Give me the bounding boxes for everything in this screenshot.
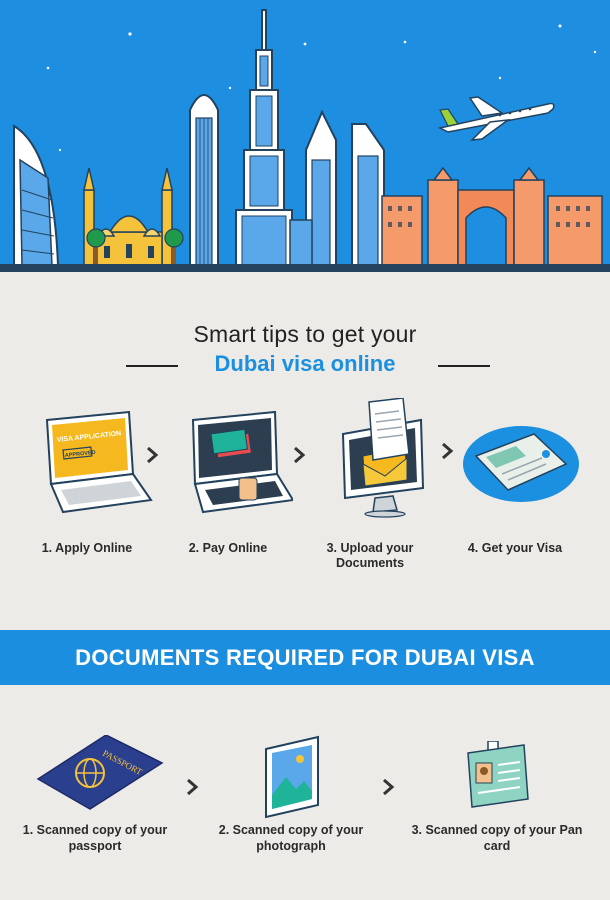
- step-get-visa: [446, 412, 596, 512]
- airplane-icon: [440, 97, 554, 140]
- step-upload-documents: [302, 398, 452, 518]
- step-pay-online: [158, 408, 308, 518]
- step-label-upload-documents: 3. Upload your Documents: [326, 541, 414, 570]
- step-label-pay-online: 2. Pay Online: [188, 541, 268, 555]
- documents-heading: DOCUMENTS REQUIRED FOR DUBAI VISA: [75, 645, 535, 670]
- step-label-get-visa: 4. Get your Visa: [467, 541, 563, 555]
- laptop-visa-application-icon: [33, 408, 153, 518]
- chevron-right-icon: [185, 778, 199, 796]
- title-divider-right: [438, 365, 490, 367]
- doc-label-passport: 1. Scanned copy of your passport: [22, 823, 168, 853]
- photograph-icon: [262, 735, 322, 819]
- chevron-right-icon: [381, 778, 395, 796]
- svg-text:APPROVED: APPROVED: [64, 449, 96, 459]
- svg-text:PASSPORT: PASSPORT: [101, 747, 144, 778]
- doc-label-pan-card: 3. Scanned copy of your Pan card: [411, 823, 583, 853]
- monitor-upload-icon: [317, 398, 437, 518]
- documents-heading-band: [0, 630, 610, 685]
- visa-document-icon: [446, 412, 596, 512]
- skyline-illustration: [0, 0, 610, 272]
- documents-section: [0, 685, 610, 900]
- passport-icon: [34, 735, 164, 811]
- tips-subtitle: Dubai visa online: [214, 351, 396, 376]
- id-card-icon: [462, 741, 532, 811]
- dubai-skyline-banner: [0, 0, 610, 272]
- smart-tips-section: [0, 272, 610, 628]
- tips-title: Smart tips to get your: [193, 321, 417, 347]
- doc-label-photograph: 2. Scanned copy of your photograph: [218, 823, 364, 853]
- laptop-payment-icon: [173, 408, 293, 518]
- chevron-right-icon: [145, 446, 159, 464]
- step-label-apply-online: 1. Apply Online: [41, 541, 133, 555]
- svg-text:VISA APPLICATION: VISA APPLICATION: [56, 430, 122, 444]
